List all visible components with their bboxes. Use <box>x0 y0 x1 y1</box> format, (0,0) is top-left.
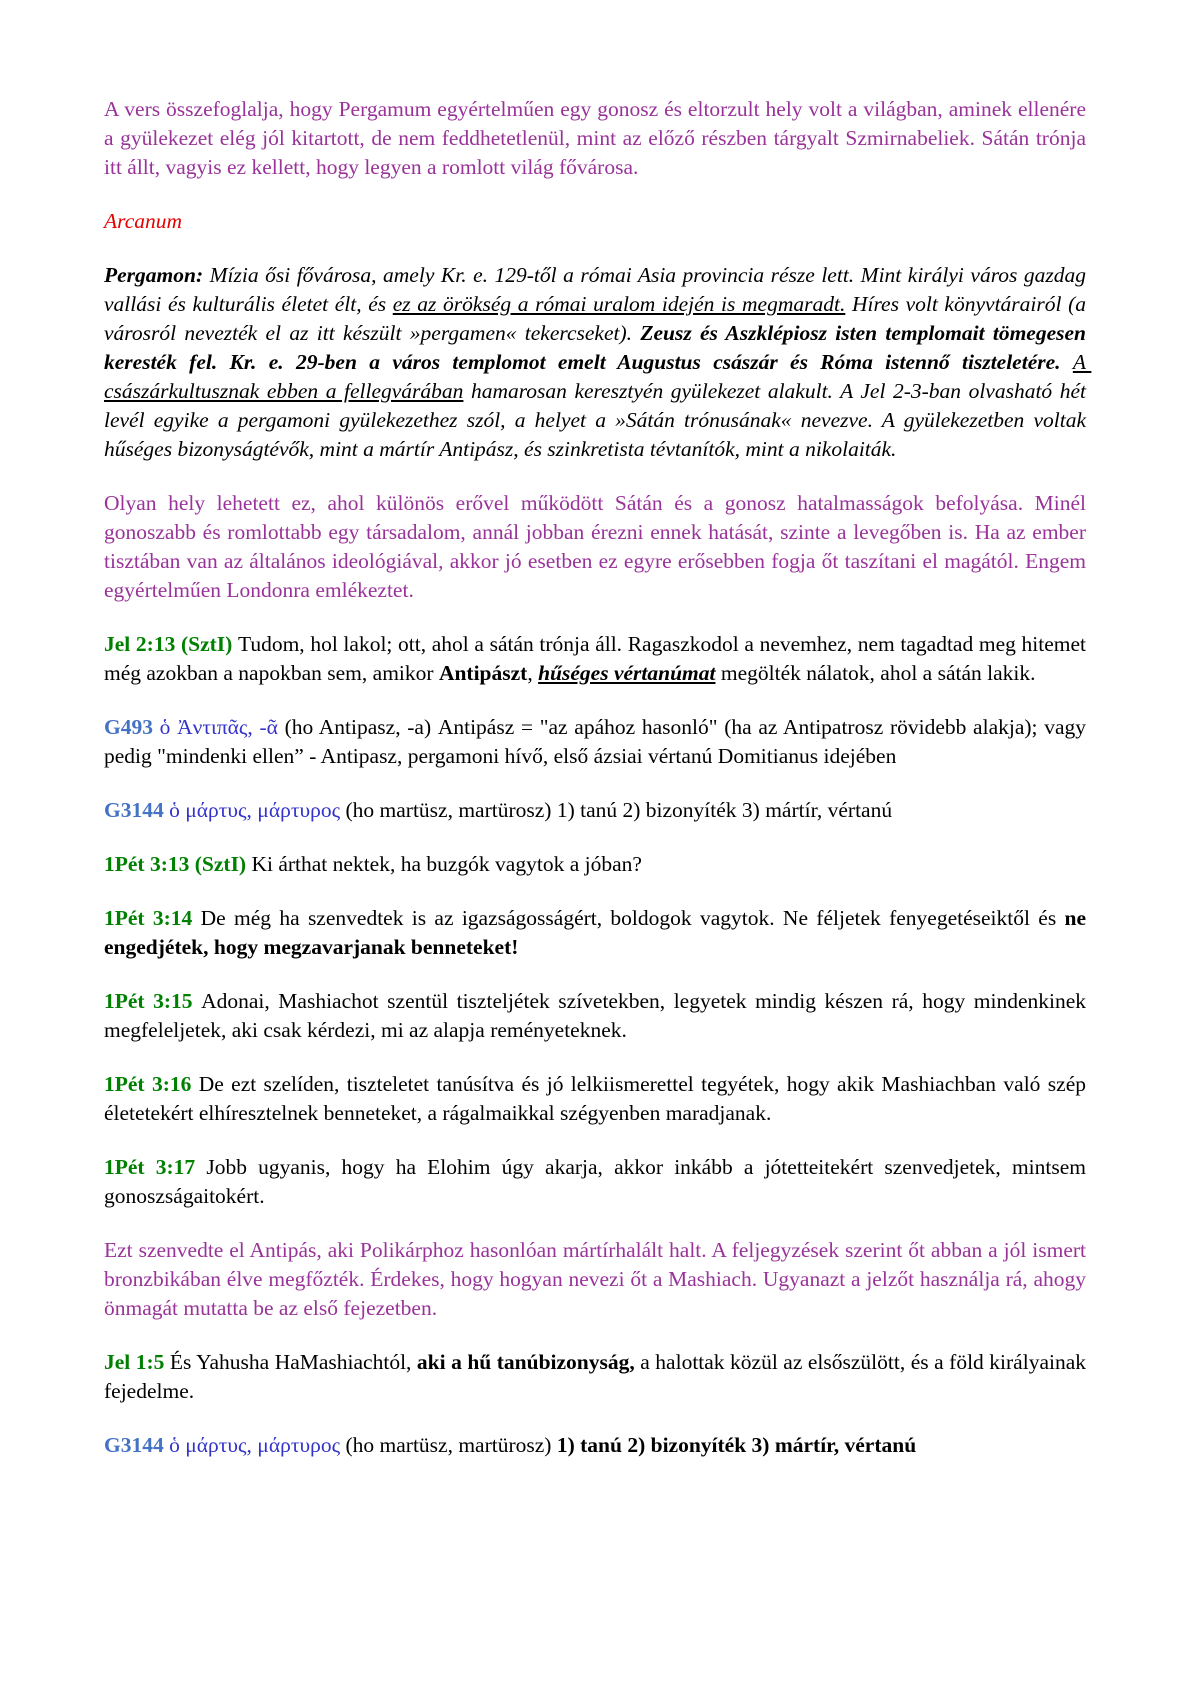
text-run: aki a hű tanúbizonyság, <box>416 1350 635 1374</box>
verse-1pet-3-15 <box>104 987 1092 1045</box>
verse-1pet-3-16 <box>104 1070 1092 1128</box>
commentary-evil-place <box>104 489 1092 605</box>
text-run: 1Pét 3:13 (SztI) <box>104 852 252 876</box>
text-run: , <box>527 661 539 685</box>
text-run: De ezt szelíden, tiszteletet tanúsítva és jó lelkiismerettel tegyétek, hogy akik Mashiachban való szép életetekért elhíresztelnek benneteket, a rágalmaikkal szégyenben maradjanak. <box>104 1072 1092 1125</box>
text-run: ὁ Ἀντιπᾶς, -ᾶ <box>159 715 285 739</box>
lexicon-entry-g3144-first <box>104 796 1086 825</box>
commentary-antipas-martyrdom <box>104 1236 1092 1323</box>
text-run: Adonai, Mashiachot szentül tiszteljétek szívetekben, legyetek mindig készen rá, hogy mindenkinek megfeleljetek, aki csak kérdezi, mi az alapja reményeteknek. <box>104 989 1092 1042</box>
text-run: Híres volt könyvtárairól (a városról nevezték el az itt készült »pergamen« tekercseket). <box>104 292 1092 345</box>
text-run: (ho Antipasz, -a) Antipász = "az apához hasonló" (ha az Antipatrosz rövidebb alakja); vagy pedig "mindenki ellen” - Antipasz, pergamoni hívő, első ázsiai vértanú Domitianus idejében <box>104 715 1092 768</box>
verse-1pet-3-13 <box>104 850 1086 879</box>
text-run: ὁ μάρτυς, μάρτυρος <box>169 798 346 822</box>
commentary-pergamum-intro <box>104 95 1092 182</box>
text-run: Ezt szenvedte el Antipás, aki Polikárphoz hasonlóan mártírhalált halt. A feljegyzések szerint őt abban a jól ismert bronzbikában élve megfőzték. Érdekes, hogy hogyan nevezi őt a Mashiach. Ugyanazt a jelzőt használja rá, ahogy önmagát mutatta be az első fejezetben. <box>104 1238 1092 1320</box>
text-run: De még ha szenvedtek is az igazságosságért, boldogok vagytok. Ne féljetek fenyegetéseiktől és <box>200 906 1065 930</box>
text-run: Jel 1:5 <box>104 1350 170 1374</box>
text-run: a halottak közül az elsőszülött, és a föld királyainak fejedelme. <box>104 1350 1092 1403</box>
text-run: hamarosan keresztyén gyülekezet alakult. A Jel 2-3-ban olvasható hét levél egyike a pergamoni gyülekezethez szól, a helyet a »Sátán trónusának« nevezve. A gyülekezetben voltak hűséges bizonyságtévők, mint a mártír Antipász, és szinkretista tévtanítók, mint a nikolaiták. <box>104 379 1092 461</box>
text-run: A vers összefoglalja, hogy Pergamum egyértelműen egy gonosz és eltorzult hely volt a világban, aminek ellenére a gyülekezet elég jól kitartott, de nem feddhetetlenül, mint az előző részben tárgyalt Szmirnabeliek. Sátán trónja itt állt, vagyis ez kellett, hogy legyen a romlott világ fővárosa. <box>104 97 1092 179</box>
text-run: megölték nálatok, ahol a sátán lakik. <box>715 661 1036 685</box>
text-run: (ho martüsz, martürosz) 1) tanú 2) bizonyíték 3) mártír, vértanú <box>345 798 893 822</box>
text-run: Zeusz és Aszklépiosz isten templomait tömegesen keresték fel. Kr. e. 29-ben a város templomot emelt Augustus császár és Róma istennő tiszteletére. <box>104 321 1092 374</box>
text-run: Arcanum <box>104 209 183 233</box>
lexicon-entry-g493 <box>104 713 1092 771</box>
text-run: ez az örökség a római uralom idején is megmaradt. <box>392 292 846 316</box>
verse-jel-1-5 <box>104 1348 1092 1406</box>
verse-jel-2-13 <box>104 630 1092 688</box>
verse-1pet-3-17 <box>104 1153 1092 1211</box>
text-run: ne engedjétek, hogy megzavarjanak benneteket! <box>104 906 1092 959</box>
text-run: (ho martüsz, martürosz) <box>345 1433 557 1457</box>
text-run: 1Pét 3:17 <box>104 1155 207 1179</box>
text-run: hűséges vértanúmat <box>538 661 716 685</box>
text-run: G493 <box>104 715 160 739</box>
text-run: G3144 <box>104 798 170 822</box>
lexicon-entry-g3144-second <box>104 1431 1086 1460</box>
text-run: És Yahusha HaMashiachtól, <box>169 1350 417 1374</box>
text-run: Antipászt <box>438 661 528 685</box>
text-run: 1Pét 3:14 <box>104 906 201 930</box>
text-run: 1Pét 3:16 <box>104 1072 199 1096</box>
pergamon-encyclopedia-entry <box>104 261 1092 464</box>
text-run: ὁ μάρτυς, μάρτυρος <box>169 1433 346 1457</box>
text-run: 1Pét 3:15 <box>104 989 202 1013</box>
text-run: Jobb ugyanis, hogy ha Elohim úgy akarja, akkor inkább a jótetteitekért szenvedjetek, mintsem gonoszságaitokért. <box>104 1155 1092 1208</box>
document-body <box>104 95 1092 1460</box>
arcanum-heading <box>104 207 1086 236</box>
text-run: Mízia ősi fővárosa, amely Kr. e. 129-től a római Asia provincia része lett. Mint királyi város gazdag vallási és kulturális életet élt, és <box>104 263 1092 316</box>
text-run: Pergamon: <box>104 263 210 287</box>
text-run: Jel 2:13 (SztI) <box>104 632 238 656</box>
text-run: G3144 <box>104 1433 170 1457</box>
verse-1pet-3-14 <box>104 904 1092 962</box>
text-run: Tudom, hol lakol; ott, ahol a sátán trónja áll. Ragaszkodol a nevemhez, nem tagadtad meg hitemet még azokban a napokban sem, amikor <box>104 632 1092 685</box>
text-run: Ki árthat nektek, ha buzgók vagytok a jóban? <box>251 852 642 876</box>
text-run: 1) tanú 2) bizonyíték 3) mártír, vértanú <box>556 1433 917 1457</box>
text-run: Olyan hely lehetett ez, ahol különös erővel működött Sátán és a gonosz hatalmasságok befolyása. Minél gonoszabb és romlottabb egy társadalom, annál jobban érezni ennek hatását, szinte a levegőben is. Ha az ember tisztában van az általános ideológiával, akkor jó esetben ez egyre erősebben fogja őt taszítani el magától. Engem egyértelműen Londonra emlékeztet. <box>104 491 1092 602</box>
text-run: A császárkultusznak ebben a fellegvárában <box>104 350 1092 403</box>
